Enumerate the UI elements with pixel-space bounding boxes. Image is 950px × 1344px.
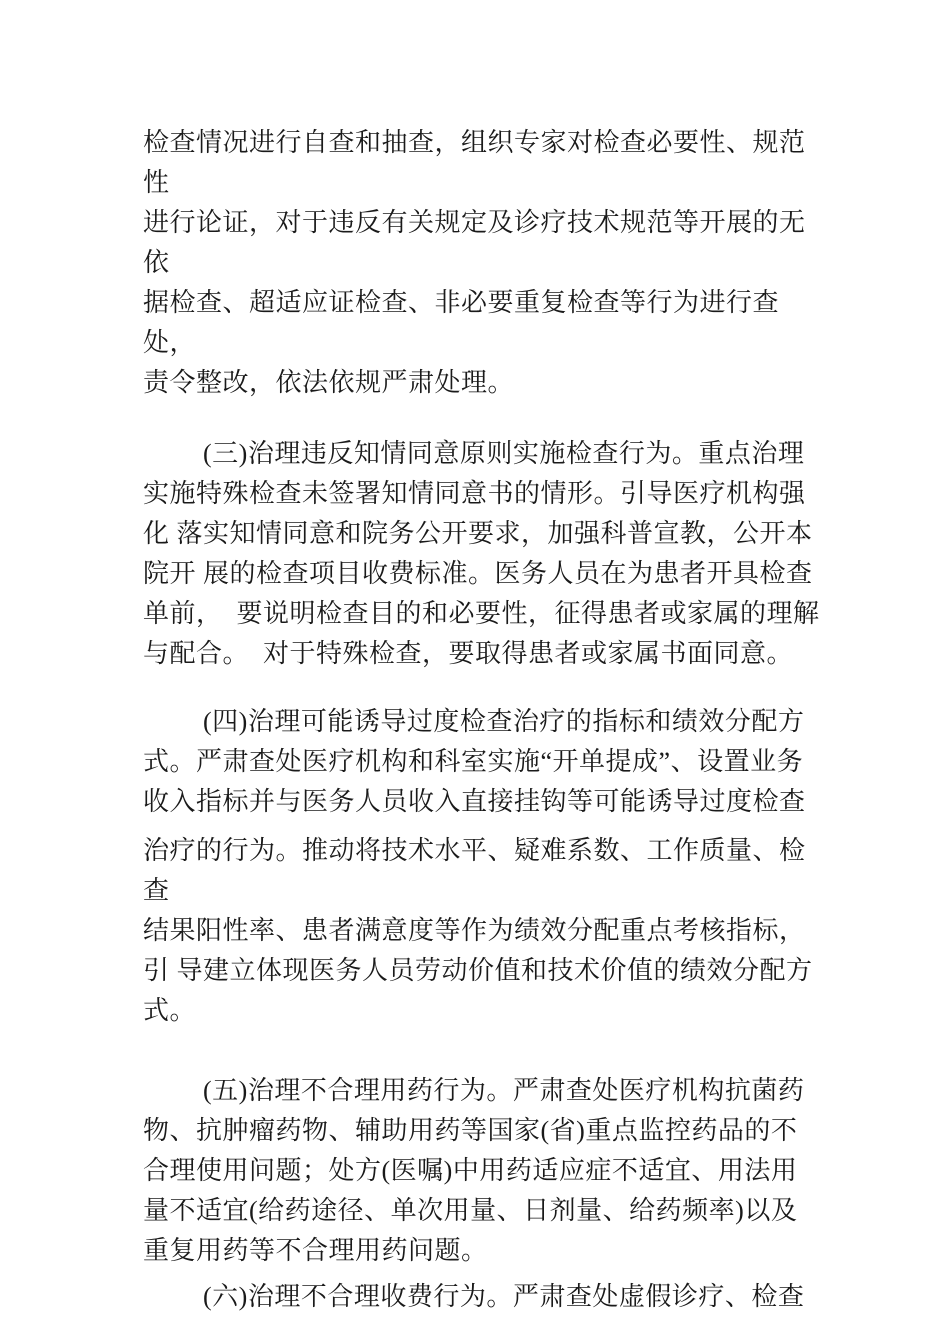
- text-line: 与配合。 对于特殊检查，要取得患者或家属书面同意。: [143, 639, 794, 668]
- text-line: 收入指标并与医务人员收入直接挂钩等可能诱导过度检查: [143, 787, 806, 816]
- text-line: 院开 展的检查项目收费标准。医务人员在为患者开具检查: [143, 559, 813, 588]
- text-line: 量不适宜(给药途径、单次用量、日剂量、给药频率)以及: [143, 1196, 798, 1225]
- text-line: 据检查、超适应证检查、非必要重复检查等行为进行查处，: [143, 288, 780, 357]
- para-clause-5: [143, 1071, 823, 1271]
- text-line: 结果阳性率、患者满意度等作为绩效分配重点考核指标，: [143, 916, 806, 945]
- text-line: 重复用药等不合理用药问题。: [143, 1236, 488, 1265]
- text-line: 责令整改，依法依规严肃处理。: [143, 368, 515, 397]
- text-line: 单前， 要说明检查目的和必要性，征得患者或家属的理解: [143, 599, 820, 628]
- text-line: 进行论证，对于违反有关规定及诊疗技术规范等开展的无依: [143, 208, 806, 277]
- text-line: 合理使用问题；处方(医嘱)中用药适应症不适宜、用法用: [143, 1156, 798, 1185]
- text-line: (五)治理不合理用药行为。严肃查处医疗机构抗菌药: [203, 1076, 805, 1105]
- para-clause-4-continuation: [143, 831, 823, 1031]
- text-line: 式。严肃查处医疗机构和科室实施“开单提成”、设置业务: [143, 747, 804, 776]
- text-line: 治疗的行为。推动将技术水平、疑难系数、工作质量、检查: [143, 836, 806, 905]
- text-line: (四)治理可能诱导过度检查治疗的指标和绩效分配方: [203, 707, 805, 736]
- text-line: 引 导建立体现医务人员劳动价值和技术价值的绩效分配方: [143, 956, 813, 985]
- text-line: (三)治理违反知情同意原则实施检查行为。重点治理: [203, 439, 805, 468]
- para-clause-3: [143, 434, 823, 674]
- text-line: 物、抗肿瘤药物、辅助用药等国家(省)重点监控药品的不: [143, 1116, 798, 1145]
- para-clause-4: [143, 702, 823, 822]
- text-line: (六)治理不合理收费行为。严肃查处虚假诊疗、检查: [203, 1282, 805, 1311]
- text-line: 化 落实知情同意和院务公开要求，加强科普宣教，公开本: [143, 519, 813, 548]
- text-line: 式。: [143, 996, 197, 1025]
- text-line: 检查情况进行自查和抽查，组织专家对检查必要性、规范性: [143, 128, 806, 197]
- text-line: 实施特殊检查未签署知情同意书的情形。引导医疗机构强: [143, 479, 806, 508]
- para-clause-6: [143, 1277, 823, 1317]
- para-clause-2-continuation: [143, 123, 823, 403]
